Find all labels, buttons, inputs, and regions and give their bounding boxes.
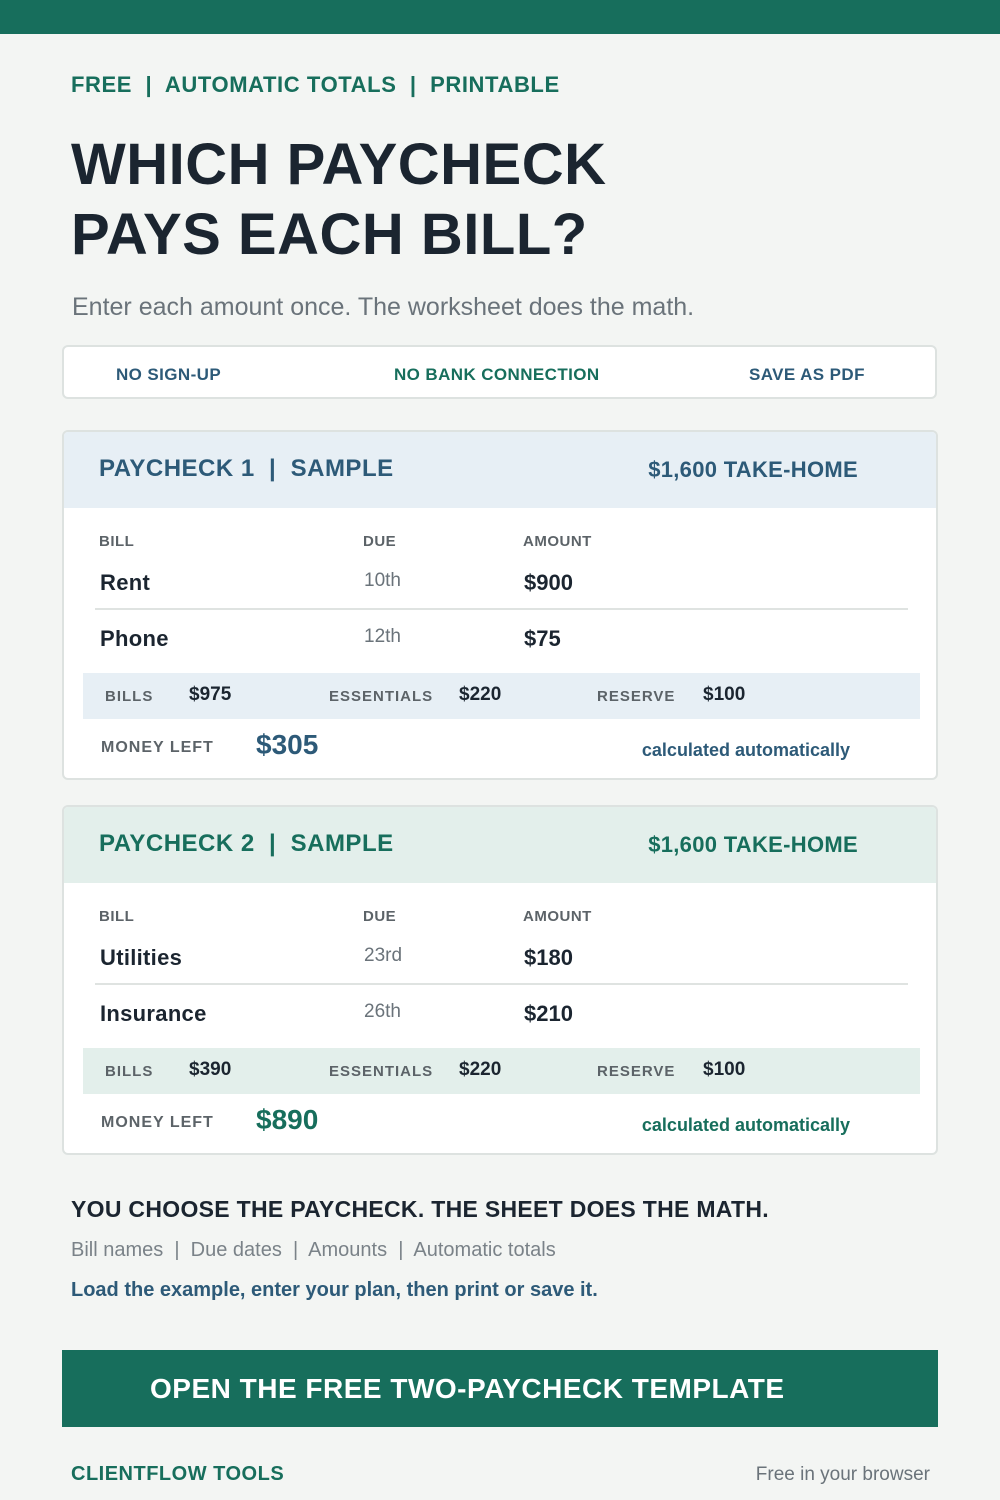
- paycheck-1-take-home: $1,600 TAKE-HOME: [648, 457, 858, 482]
- page-title: [71, 130, 607, 270]
- bill-due-rent[interactable]: 10th: [364, 570, 401, 591]
- essentials-value[interactable]: $220: [459, 684, 502, 705]
- essentials-label: ESSENTIALS: [329, 688, 434, 705]
- calculated-note: calculated automatically: [641, 1115, 850, 1135]
- paycheck-1-summary: [83, 673, 920, 719]
- feature-no-signup: NO SIGN-UP: [116, 365, 222, 384]
- reserve-label: RESERVE: [597, 1063, 676, 1080]
- money-left-label: MONEY LEFT: [101, 1114, 214, 1131]
- bill-due-phone[interactable]: 12th: [364, 626, 401, 647]
- column-header-bill: BILL: [99, 908, 135, 925]
- page-subtitle: Enter each amount once. The worksheet does the math.: [72, 293, 695, 321]
- reserve-label: RESERVE: [597, 688, 676, 705]
- row-divider: [95, 983, 908, 985]
- bill-amount-phone[interactable]: $75: [524, 626, 561, 651]
- bill-due-utilities[interactable]: 23rd: [364, 945, 403, 966]
- bill-name-insurance[interactable]: Insurance: [100, 1001, 207, 1026]
- bill-name-rent[interactable]: Rent: [100, 570, 151, 595]
- bill-due-insurance[interactable]: 26th: [364, 1001, 401, 1022]
- feature-no-bank-connection: NO BANK CONNECTION: [394, 365, 600, 384]
- open-template-button[interactable]: OPEN THE FREE TWO-PAYCHECK TEMPLATE: [62, 1350, 938, 1427]
- bill-name-utilities[interactable]: Utilities: [100, 945, 183, 970]
- paycheck-2-card: [62, 805, 938, 1155]
- bill-amount-utilities[interactable]: $180: [524, 945, 573, 970]
- kicker-tagline: FREE | AUTOMATIC TOTALS | PRINTABLE: [71, 72, 560, 97]
- feature-save-as-pdf: SAVE AS PDF: [749, 365, 865, 384]
- column-header-amount: AMOUNT: [523, 533, 592, 550]
- reserve-value[interactable]: $100: [703, 684, 746, 705]
- column-header-due: DUE: [363, 908, 397, 925]
- bills-total-label: BILLS: [105, 1063, 154, 1080]
- bills-total-value: $975: [189, 684, 232, 705]
- column-header-amount: AMOUNT: [523, 908, 592, 925]
- page-title-line-2: PAYS EACH BILL?: [71, 202, 588, 267]
- calculated-note: calculated automatically: [641, 740, 850, 760]
- money-left-value: $305: [256, 729, 319, 760]
- paycheck-2-summary: [83, 1048, 920, 1094]
- paycheck-1-title: PAYCHECK 1 | SAMPLE: [99, 455, 394, 482]
- money-left-value: $890: [256, 1104, 319, 1135]
- footer-note: Free in your browser: [755, 1464, 930, 1485]
- paycheck-2-header: [64, 807, 936, 883]
- bottom-instruction: Load the example, enter your plan, then print or save it.: [71, 1279, 598, 1301]
- page-title-line-1: WHICH PAYCHECK: [71, 132, 607, 197]
- column-header-bill: BILL: [99, 533, 135, 550]
- feature-strip: [62, 345, 937, 399]
- essentials-label: ESSENTIALS: [329, 1063, 434, 1080]
- row-divider: [95, 608, 908, 610]
- paycheck-1-card: [62, 430, 938, 780]
- bills-total-label: BILLS: [105, 688, 154, 705]
- reserve-value[interactable]: $100: [703, 1059, 746, 1080]
- brand-name: CLIENTFLOW TOOLS: [71, 1463, 285, 1485]
- essentials-value[interactable]: $220: [459, 1059, 502, 1080]
- bottom-heading: YOU CHOOSE THE PAYCHECK. THE SHEET DOES THE MATH.: [71, 1196, 769, 1222]
- money-left-label: MONEY LEFT: [101, 739, 214, 756]
- bill-name-phone[interactable]: Phone: [100, 626, 169, 651]
- paycheck-2-title: PAYCHECK 2 | SAMPLE: [99, 830, 394, 857]
- paycheck-1-header: [64, 432, 936, 508]
- top-accent-bar: [0, 0, 1000, 34]
- paycheck-2-take-home: $1,600 TAKE-HOME: [648, 832, 858, 857]
- column-header-due: DUE: [363, 533, 397, 550]
- bottom-feature-tags: Bill names | Due dates | Amounts | Automatic totals: [71, 1239, 556, 1261]
- bill-amount-rent[interactable]: $900: [524, 570, 573, 595]
- bill-amount-insurance[interactable]: $210: [524, 1001, 573, 1026]
- bills-total-value: $390: [189, 1059, 232, 1080]
